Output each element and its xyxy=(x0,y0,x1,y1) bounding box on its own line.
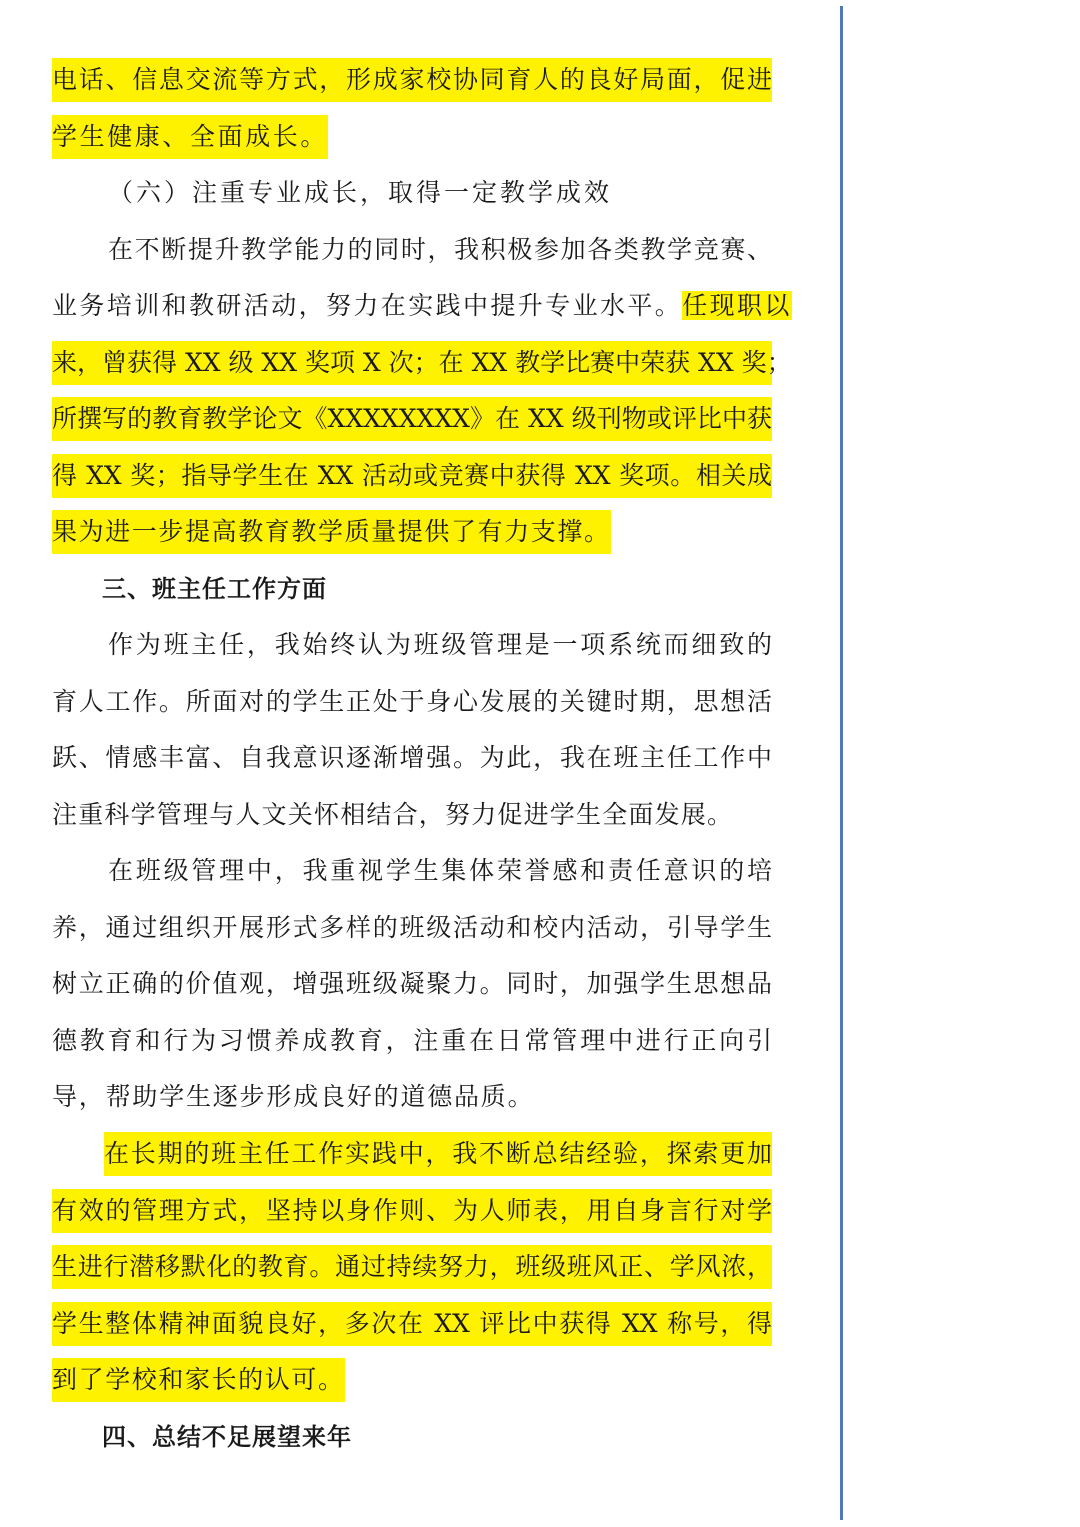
paragraph-line: 生进行潜移默化的教育。通过持续努力，班级班风正、学风浓， xyxy=(52,1245,772,1289)
paragraph-line: 学生健康、全面成长。 xyxy=(52,115,328,159)
paragraph-line: 在不断提升教学能力的同时，我积极参加各类教学竞赛、 xyxy=(108,235,772,264)
paragraph-line: 得 XX 奖；指导学生在 XX 活动或竞赛中获得 XX 奖项。相关成 xyxy=(52,454,772,498)
paragraph-line: 有效的管理方式，坚持以身作则、为人师表，用自身言行对学 xyxy=(52,1189,772,1233)
paragraph-line: 在长期的班主任工作实践中，我不断总结经验，探索更加 xyxy=(104,1132,772,1176)
margin-divider-line xyxy=(840,6,843,1520)
paragraph-line: 在班级管理中，我重视学生集体荣誉感和责任意识的培 xyxy=(108,856,772,885)
paragraph-line: 作为班主任，我始终认为班级管理是一项系统而细致的 xyxy=(108,630,772,659)
paragraph-line: 德教育和行为习惯养成教育，注重在日常管理中进行正向引 xyxy=(52,1026,772,1055)
paragraph-line: 注重科学管理与人文关怀相结合，努力促进学生全面发展。 xyxy=(52,800,734,829)
highlighted-segment: 任现职以 xyxy=(682,291,792,320)
paragraph-line: 电话、信息交流等方式，形成家校协同育人的良好局面，促进 xyxy=(52,58,772,102)
paragraph-line xyxy=(52,284,792,328)
paragraph-line: 来，曾获得 XX 级 XX 奖项 X 次；在 XX 教学比赛中荣获 XX 奖； xyxy=(52,341,772,385)
paragraph-line: 学生整体精神面貌良好，多次在 XX 评比中获得 XX 称号，得 xyxy=(52,1302,772,1346)
paragraph-line-segment: 业务培训和教研活动，努力在实践中提升专业水平。 xyxy=(52,291,683,320)
paragraph-line: 导，帮助学生逐步形成良好的道德品质。 xyxy=(52,1082,535,1111)
section-heading: 四、总结不足展望来年 xyxy=(102,1423,352,1451)
paragraph-line: 到了学校和家长的认可。 xyxy=(52,1358,345,1402)
paragraph-line: 养，通过组织开展形式多样的班级活动和校内活动，引导学生 xyxy=(52,913,772,942)
section-heading: 三、班主任工作方面 xyxy=(102,575,327,603)
section-subheading: （六）注重专业成长，取得一定教学成效 xyxy=(108,178,613,207)
paragraph-line: 所撰写的教育教学论文《XXXXXXXX》在 XX 级刊物或评比中获 xyxy=(52,397,772,441)
paragraph-line: 果为进一步提高教育教学质量提供了有力支撑。 xyxy=(52,510,611,554)
paragraph-line: 树立正确的价值观，增强班级凝聚力。同时，加强学生思想品 xyxy=(52,969,772,998)
paragraph-line: 跃、情感丰富、自我意识逐渐增强。为此，我在班主任工作中 xyxy=(52,743,772,772)
paragraph-line: 育人工作。所面对的学生正处于身心发展的关键时期，思想活 xyxy=(52,687,772,716)
